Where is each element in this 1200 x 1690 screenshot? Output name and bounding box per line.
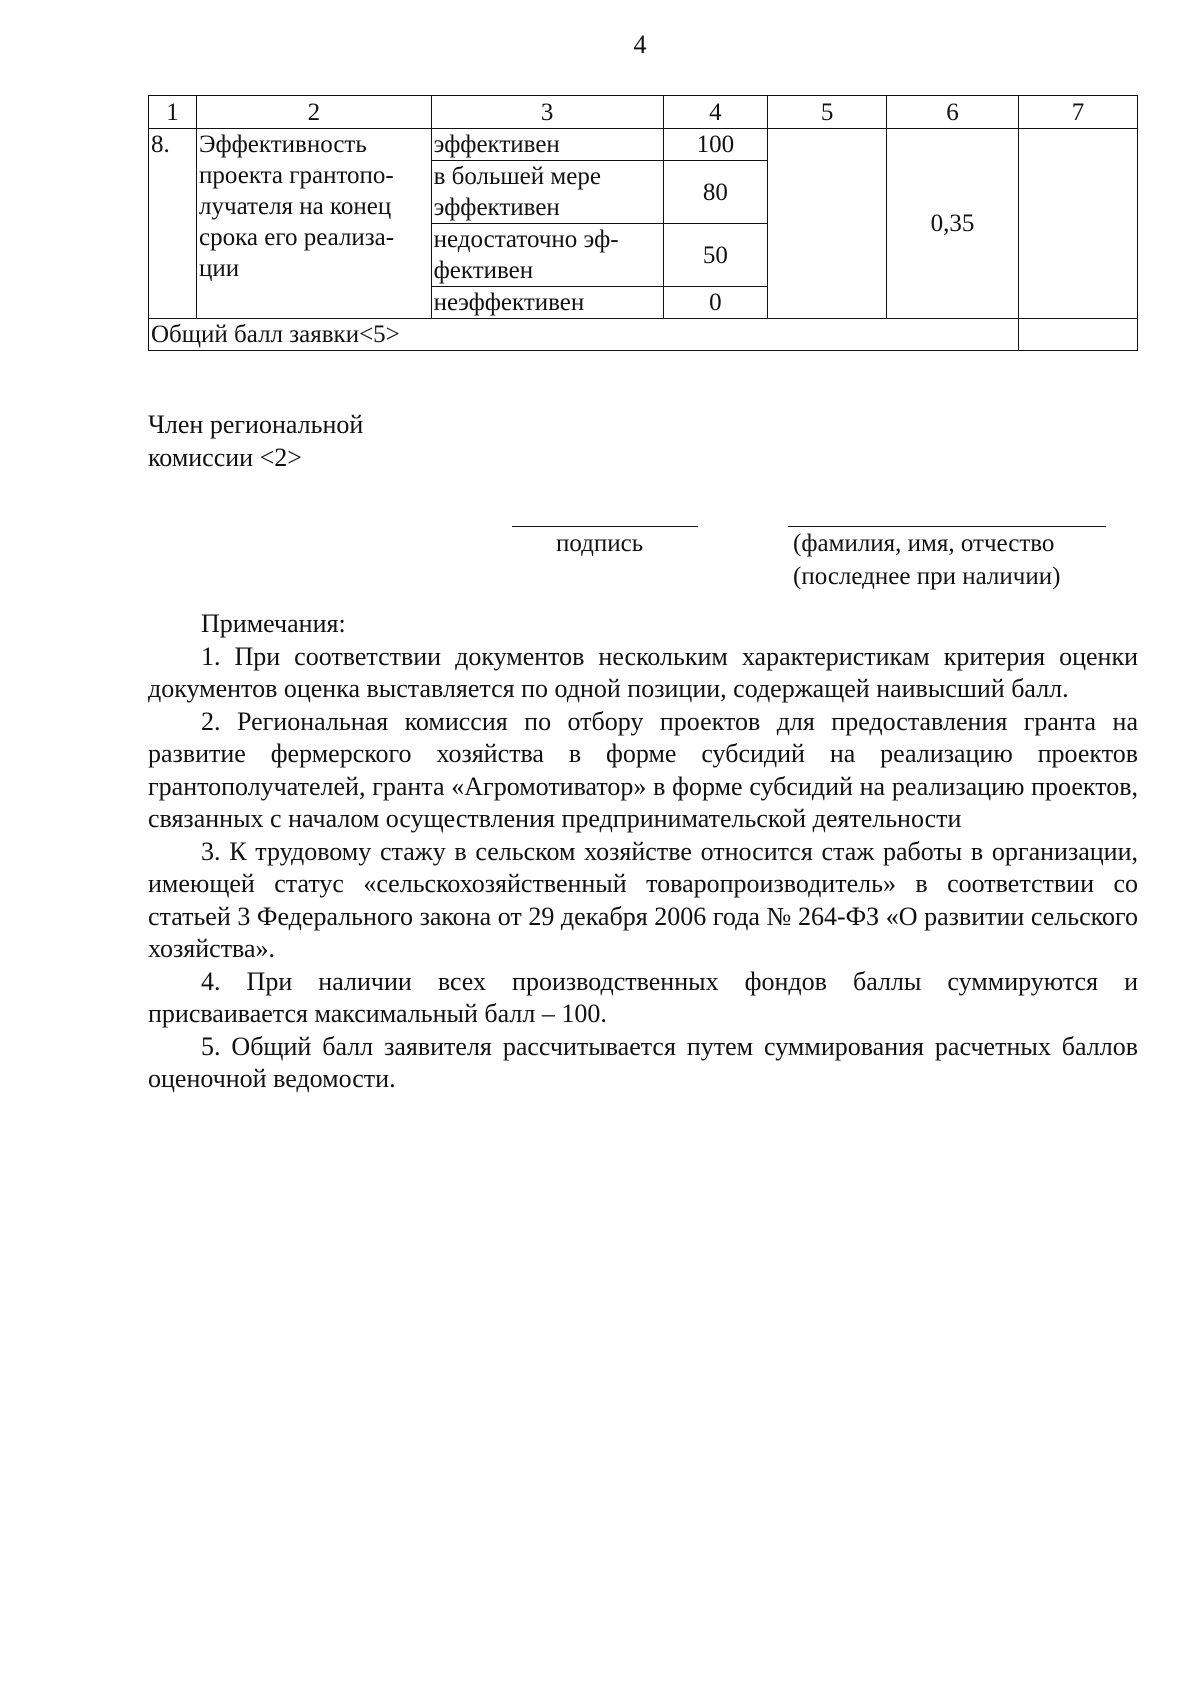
empty-cell: [1018, 129, 1137, 319]
header-cell: 1: [149, 96, 197, 129]
header-cell: 3: [431, 96, 663, 129]
row-number-cell: 8.: [149, 129, 197, 319]
table-header-row: [149, 96, 1138, 129]
total-label-cell: Общий балл заявки<5>: [149, 319, 1019, 351]
weight-cell: 0,35: [887, 129, 1019, 319]
option-score-cell: 50: [663, 224, 768, 287]
option-label-cell: недостаточно эф-фективен: [431, 224, 663, 287]
note-item: 3. К трудовому стажу в сельском хозяйстве относится стаж работы в организации, имеющей статус «сельскохозяйственный товаропроизводитель» в соответствии со статьей 3 Федерального закона от 29 декабря 2006 года № 264-ФЗ «О развитии сельского хозяйства».: [148, 836, 1138, 963]
empty-cell: [768, 129, 887, 319]
total-value-cell: [1018, 319, 1137, 351]
signature-line: [512, 526, 698, 527]
name-line: [788, 526, 1106, 527]
note-item: 5. Общий балл заявителя рассчитывается путем суммирования расчетных баллов оценочной ведомости.: [148, 1031, 1138, 1093]
notes-section: [148, 608, 1138, 1096]
option-score-cell: 100: [663, 129, 768, 161]
table-total-row: [149, 319, 1138, 351]
table-row: [149, 129, 1138, 161]
header-cell: 4: [663, 96, 768, 129]
header-cell: 6: [887, 96, 1019, 129]
option-score-cell: 80: [663, 161, 768, 224]
option-label-cell: в большей мере эффективен: [431, 161, 663, 224]
note-item: 1. При соответствии документов нескольким характеристикам критерия оценки документов оценка выставляется по одной позиции, содержащей наивысший балл.: [148, 641, 1138, 703]
note-item: 4. При наличии всех производственных фондов баллы суммируются и присваивается максимальный балл – 100.: [148, 966, 1138, 1028]
criterion-cell: Эффективность проекта грантопо-лучателя на конец срока его реализа-ции: [197, 129, 432, 319]
option-score-cell: 0: [663, 287, 768, 319]
option-label-cell: эффективен: [431, 129, 663, 161]
header-cell: 5: [768, 96, 887, 129]
commission-member-label: [148, 408, 363, 474]
notes-title: Примечания:: [201, 609, 346, 638]
option-label-cell: неэффективен: [431, 287, 663, 319]
criteria-table: [148, 95, 1138, 351]
header-cell: 7: [1018, 96, 1137, 129]
page-number: 4: [633, 30, 647, 59]
note-item: 2. Региональная комиссия по отбору проектов для предоставления гранта на развитие фермерского хозяйства в форме субсидий на реализацию проектов грантополучателей, гранта «Агромотиватор» в форме субсидий на реализацию проектов, связанных с началом осуществления предпринимательской деятельности: [148, 706, 1138, 833]
member-line-2: комиссии <2>: [148, 443, 302, 472]
member-line-1: Член региональной: [148, 410, 364, 439]
signature-label: подпись: [556, 530, 644, 557]
header-cell: 2: [197, 96, 432, 129]
name-label-1: (фамилия, имя, отчество: [793, 530, 1055, 557]
name-label-2: (последнее при наличии): [793, 563, 1061, 590]
